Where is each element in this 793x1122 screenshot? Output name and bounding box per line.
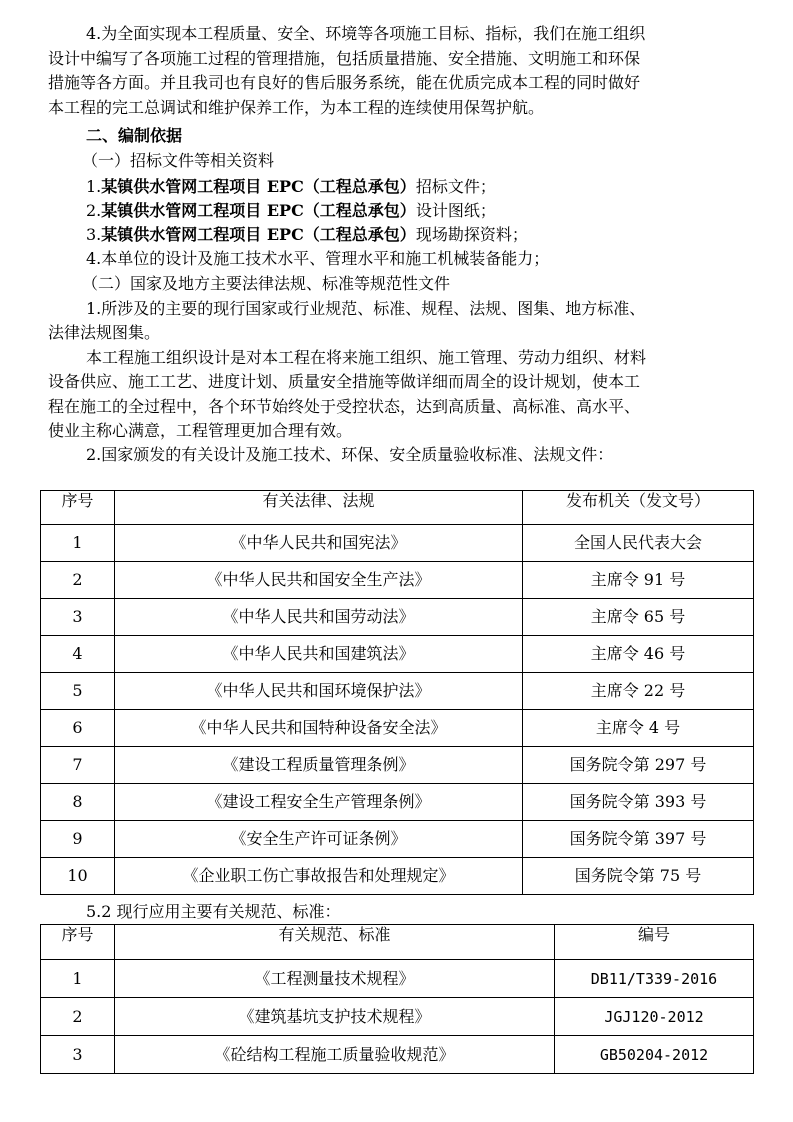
- cell-law: 《企业职工伤亡事故报告和处理规定》: [115, 858, 523, 895]
- cell-issuer: 主席令 91 号: [523, 562, 754, 599]
- cell-standard: 《砼结构工程施工质量验收规范》: [115, 1036, 555, 1074]
- cell-issuer: 全国人民代表大会: [523, 525, 754, 562]
- list-item-number: 1.: [86, 177, 102, 196]
- table-row: [41, 525, 754, 562]
- table-header-row: [41, 925, 754, 960]
- cell-issuer: 主席令 22 号: [523, 673, 754, 710]
- laws-table: [40, 490, 754, 895]
- table-row: [41, 562, 754, 599]
- table-row: [41, 710, 754, 747]
- paragraph-line: 本工程的完工总调试和维护保养工作，为本工程的连续使用保驾护航。: [48, 98, 545, 117]
- cell-issuer: 主席令 65 号: [523, 599, 754, 636]
- paragraph-line: 措施等各方面。并且我司也有良好的售后服务系统，能在优质完成本工程的同时做好: [48, 73, 641, 92]
- cell-index: 1: [41, 960, 115, 998]
- table-row: [41, 960, 754, 998]
- cell-index: 5: [41, 673, 115, 710]
- cell-law: 《中华人民共和国特种设备安全法》: [115, 710, 523, 747]
- header-cell: 有关法律、法规: [115, 491, 523, 525]
- paragraph-line: 1.所涉及的主要的现行国家或行业规范、标准、规程、法规、图集、地方标准、: [86, 299, 646, 318]
- paragraph-line: 使业主称心满意，工程管理更加合理有效。: [48, 421, 353, 440]
- project-name: 某镇供水管网工程项目 EPC（工程总承包）: [101, 201, 416, 220]
- paragraph-line: 设计中编写了各项施工过程的管理措施，包括质量措施、安全措施、文明施工和环保: [48, 49, 641, 68]
- list-item: [86, 199, 752, 223]
- list-item-text: 设计图纸；: [415, 201, 496, 220]
- cell-index: 9: [41, 821, 115, 858]
- header-cell: 序号: [41, 925, 115, 960]
- section-title: 二、编制依据: [86, 126, 183, 145]
- cell-code: GB50204-2012: [555, 1036, 754, 1074]
- cell-index: 8: [41, 784, 115, 821]
- cell-standard: 《建筑基坑支护技术规程》: [115, 998, 555, 1036]
- paragraph-line: 程在施工的全过程中，各个环节始终处于受控状态，达到高质量、高标准、高水平、: [48, 397, 641, 416]
- header-cell: 序号: [41, 491, 115, 525]
- list-item: [86, 223, 752, 247]
- cell-index: 3: [41, 599, 115, 636]
- table-row: [41, 998, 754, 1036]
- cell-issuer: 主席令 46 号: [523, 636, 754, 673]
- table-header-row: [41, 491, 754, 525]
- list-item-number: 2.: [86, 201, 102, 220]
- table-row: [41, 784, 754, 821]
- cell-index: 6: [41, 710, 115, 747]
- list-item-text: 招标文件；: [415, 177, 496, 196]
- cell-issuer: 国务院令第 393 号: [523, 784, 754, 821]
- cell-index: 2: [41, 562, 115, 599]
- table-caption: 2.国家颁发的有关设计及施工技术、环保、安全质量验收标准、法规文件：: [86, 445, 614, 464]
- table-row: [41, 747, 754, 784]
- cell-issuer: 主席令 4 号: [523, 710, 754, 747]
- table-row: [41, 821, 754, 858]
- table-row: [41, 636, 754, 673]
- cell-issuer: 国务院令第 75 号: [523, 858, 754, 895]
- cell-index: 2: [41, 998, 115, 1036]
- cell-index: 1: [41, 525, 115, 562]
- paragraph-line: 设备供应、施工工艺、进度计划、质量安全措施等做详细而周全的设计规划，使本工: [48, 372, 641, 391]
- paragraph-line: 本工程施工组织设计是对本工程在将来施工组织、施工管理、劳动力组织、材料: [86, 348, 647, 367]
- cell-law: 《中华人民共和国安全生产法》: [115, 562, 523, 599]
- list-item-number: 3.: [86, 225, 102, 244]
- cell-index: 3: [41, 1036, 115, 1074]
- cell-issuer: 国务院令第 397 号: [523, 821, 754, 858]
- cell-law: 《中华人民共和国建筑法》: [115, 636, 523, 673]
- cell-code: JGJ120-2012: [555, 998, 754, 1036]
- cell-standard: 《工程测量技术规程》: [115, 960, 555, 998]
- table-row: [41, 1036, 754, 1074]
- paragraph-line: 法律法规图集。: [48, 323, 161, 342]
- header-cell: 有关规范、标准: [115, 925, 555, 960]
- table-row: [41, 858, 754, 895]
- list-item: [86, 175, 752, 199]
- cell-law: 《中华人民共和国宪法》: [115, 525, 523, 562]
- table-row: [41, 673, 754, 710]
- paragraph-line: 4.为全面实现本工程质量、安全、环境等各项施工目标、指标，我们在施工组织: [86, 24, 646, 43]
- project-name: 某镇供水管网工程项目 EPC（工程总承包）: [101, 177, 416, 196]
- table-row: [41, 599, 754, 636]
- standards-table: [40, 924, 754, 1074]
- list-item-text: 现场勘探资料；: [415, 225, 528, 244]
- cell-law: 《安全生产许可证条例》: [115, 821, 523, 858]
- cell-index: 4: [41, 636, 115, 673]
- header-cell: 发布机关（发文号）: [523, 491, 754, 525]
- table-caption: 5.2 现行应用主要有关规范、标准：: [86, 902, 341, 921]
- subsection-title: （一）招标文件等相关资料: [82, 151, 275, 170]
- cell-law: 《建设工程安全生产管理条例》: [115, 784, 523, 821]
- cell-law: 《中华人民共和国劳动法》: [115, 599, 523, 636]
- project-name: 某镇供水管网工程项目 EPC（工程总承包）: [101, 225, 416, 244]
- cell-index: 7: [41, 747, 115, 784]
- list-item: 4.本单位的设计及施工技术水平、管理水平和施工机械装备能力；: [86, 249, 550, 268]
- header-cell: 编号: [555, 925, 754, 960]
- cell-issuer: 国务院令第 297 号: [523, 747, 754, 784]
- subsection-title: （二）国家及地方主要法律法规、标准等规范性文件: [82, 274, 451, 293]
- cell-law: 《中华人民共和国环境保护法》: [115, 673, 523, 710]
- cell-law: 《建设工程质量管理条例》: [115, 747, 523, 784]
- cell-code: DB11/T339-2016: [555, 960, 754, 998]
- cell-index: 10: [41, 858, 115, 895]
